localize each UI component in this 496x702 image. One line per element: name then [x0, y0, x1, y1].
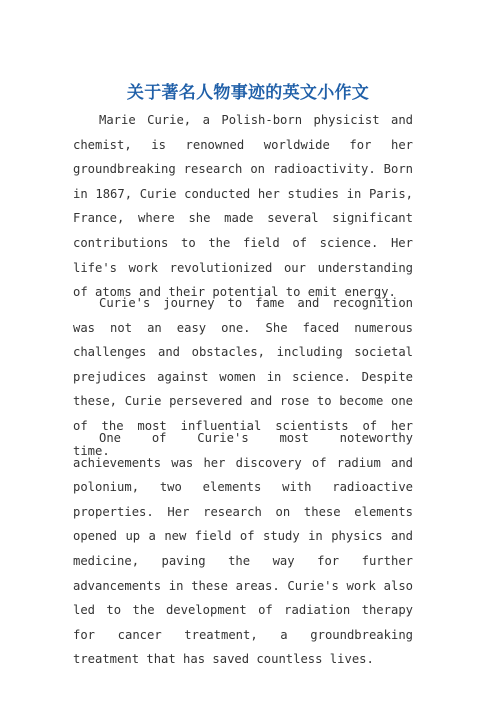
paragraph-3: One of Curie's most noteworthy achievements was her discovery of radium and polonium, two elements with radioactive properties. Her research on these elements opened up a new field of study in physics and medicine, paving the way for further advancements in these areas. Curie's work also led to the development of radiation therapy for cancer treatment, a groundbreaking treatment that has saved countless lives. — [73, 431, 413, 667]
document-title: 关于著名人物事迹的英文小作文 — [126, 83, 370, 103]
paragraph-1: Marie Curie, a Polish-born physicist and chemist, is renowned worldwide for her groundbreaking research on radioactivity. Born in 1867, Curie conducted her studies in Paris, France, where she made several significant contributions to the field of science. Her life's work revolutionized our understanding of atoms and their potential to emit energy. — [73, 113, 413, 300]
paragraph-2: Curie's journey to fame and recognition was not an easy one. She faced numerous challenges and obstacles, including societal prejudices against women in science. Despite these, Curie persevered and rose to become one of the most influential scientists of her time. — [73, 296, 413, 458]
